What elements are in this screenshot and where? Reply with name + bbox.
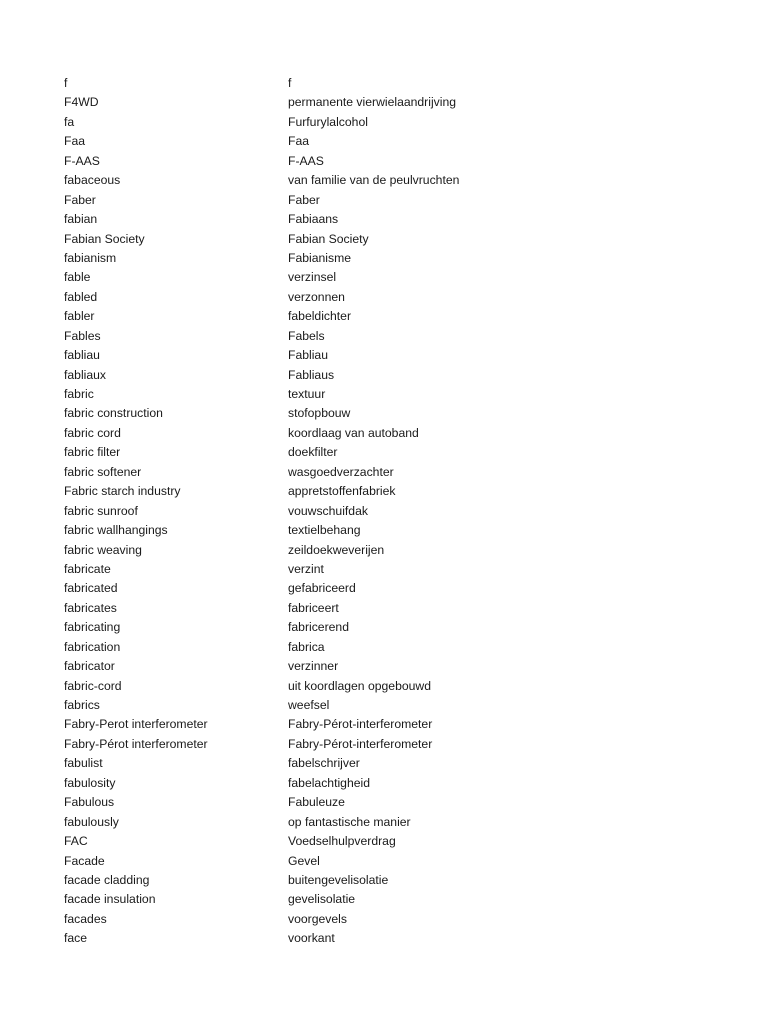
glossary-row: [64, 132, 724, 151]
glossary-row: [64, 482, 724, 501]
glossary-translation: textielbehang: [288, 523, 361, 538]
glossary-term: fable: [64, 270, 91, 285]
glossary-translation: Fabels: [288, 328, 325, 343]
glossary-translation: verzinsel: [288, 270, 337, 285]
glossary-translation: Furfurylalcohol: [288, 114, 368, 129]
glossary-translation: Fabliaus: [288, 367, 335, 382]
glossary-translation: Fabry-Pérot-interferometer: [288, 736, 433, 751]
glossary-term: fabric filter: [64, 445, 121, 460]
glossary-row: [64, 715, 724, 734]
glossary-term: fabricator: [64, 659, 115, 674]
glossary-row: [64, 171, 724, 190]
glossary-term: fabric softener: [64, 464, 142, 479]
glossary-translation: fabelschrijver: [288, 756, 360, 771]
glossary-translation: wasgoedverzachter: [288, 464, 394, 479]
glossary-row: [64, 871, 724, 890]
glossary-term: face: [64, 931, 88, 946]
glossary-term: fabaceous: [64, 173, 121, 188]
glossary-term: Faa: [64, 134, 86, 149]
glossary-row: [64, 754, 724, 773]
glossary-term: fa: [64, 114, 75, 129]
glossary-row: [64, 638, 724, 657]
glossary-term: facade cladding: [64, 872, 150, 887]
glossary-row: [64, 404, 724, 423]
glossary-row: [64, 560, 724, 579]
glossary-row: [64, 210, 724, 229]
glossary-translation: uit koordlagen opgebouwd: [288, 678, 431, 693]
glossary-translation: permanente vierwielaandrijving: [288, 95, 457, 110]
glossary-translation: zeildoekweverijen: [288, 542, 385, 557]
glossary-term: fabler: [64, 309, 95, 324]
glossary-translation: verzonnen: [288, 289, 345, 304]
glossary-term: Fabian Society: [64, 231, 145, 246]
glossary-term: fabricated: [64, 581, 118, 596]
glossary-term: fabulosity: [64, 775, 116, 790]
glossary-term: Facade: [64, 853, 105, 868]
glossary-term: facades: [64, 911, 107, 926]
glossary-translation: Faa: [288, 134, 310, 149]
glossary-translation: Faber: [288, 192, 320, 207]
glossary-translation: fabriceert: [288, 600, 339, 615]
glossary-term: F-AAS: [64, 153, 100, 168]
glossary-term: fabliaux: [64, 367, 107, 382]
glossary-translation: weefsel: [288, 698, 330, 712]
glossary-row: [64, 424, 724, 443]
glossary-translation: vouwschuifdak: [288, 503, 368, 518]
glossary-term: Fabry-Perot interferometer: [64, 717, 208, 732]
glossary-translation: textuur: [288, 387, 326, 401]
glossary-translation: van familie van de peulvruchten: [288, 173, 460, 188]
glossary-translation: stofopbouw: [288, 406, 351, 421]
glossary-translation: voorgevels: [288, 911, 347, 926]
glossary-translation: gefabriceerd: [288, 581, 356, 596]
glossary-term: fabian: [64, 212, 98, 227]
glossary-term: fabled: [64, 289, 98, 304]
glossary-term: FAC: [64, 834, 88, 849]
glossary-term: fabricates: [64, 600, 117, 615]
glossary-term: Faber: [64, 192, 96, 207]
glossary-row: [64, 735, 724, 754]
glossary-row: [64, 774, 724, 793]
glossary-translation: appretstoffenfabriek: [288, 484, 396, 499]
glossary-row: [64, 152, 724, 171]
glossary-row: [64, 929, 724, 948]
glossary-translation: Fabuleuze: [288, 795, 345, 810]
glossary-translation: koordlaag van autoband: [288, 425, 419, 440]
glossary-term: fabric cord: [64, 425, 121, 440]
glossary-row: [64, 327, 724, 346]
glossary-translation: Fabianisme: [288, 250, 351, 265]
glossary-row: [64, 113, 724, 132]
glossary-row: [64, 249, 724, 268]
glossary-term: fabrication: [64, 639, 121, 654]
glossary-row: [64, 230, 724, 249]
glossary-term: fabianism: [64, 250, 117, 265]
glossary-translation: Voedselhulpverdrag: [288, 834, 396, 849]
glossary-row: [64, 307, 724, 326]
glossary-row: [64, 677, 724, 696]
glossary-translation: verzinner: [288, 659, 339, 674]
glossary-row: [64, 852, 724, 871]
glossary-term: facade insulation: [64, 892, 156, 907]
glossary-row: [64, 618, 724, 637]
glossary-translation: Fabry-Pérot-interferometer: [288, 717, 433, 732]
glossary-term: fabric-cord: [64, 678, 122, 693]
glossary-term: fabric: [64, 387, 94, 401]
glossary-translation: op fantastische manier: [288, 814, 411, 829]
glossary-translation: verzint: [288, 561, 324, 576]
glossary-translation: Gevel: [288, 853, 320, 868]
glossary-row: [64, 366, 724, 385]
glossary-translation: fabelachtigheid: [288, 775, 370, 790]
glossary-row: [64, 696, 724, 715]
glossary-row: [64, 521, 724, 540]
glossary-row: [64, 288, 724, 307]
glossary-row: [64, 191, 724, 210]
glossary-term: fabliau: [64, 348, 100, 363]
glossary-translation: voorkant: [288, 931, 335, 946]
glossary-row: [64, 268, 724, 287]
glossary-term: f: [64, 76, 68, 90]
glossary-term: Fabulous: [64, 795, 115, 810]
glossary-term: fabric construction: [64, 406, 163, 421]
glossary-term: Fabric starch industry: [64, 484, 181, 499]
glossary-term: fabric wallhangings: [64, 523, 168, 538]
glossary-translation: buitengevelisolatie: [288, 872, 389, 887]
glossary-term: fabulist: [64, 756, 103, 771]
glossary-term: fabrics: [64, 698, 100, 712]
glossary-row: [64, 346, 724, 365]
glossary-translation: Fabian Society: [288, 231, 369, 246]
glossary-row: [64, 443, 724, 462]
glossary-row: [64, 793, 724, 812]
glossary-translation: Fabiaans: [288, 212, 339, 227]
glossary-term: fabricating: [64, 620, 121, 635]
glossary-row: [64, 93, 724, 112]
glossary-term: fabricate: [64, 561, 111, 576]
glossary-term: F4WD: [64, 95, 99, 110]
glossary-row: [64, 832, 724, 851]
glossary-row: [64, 910, 724, 929]
glossary-term: fabric sunroof: [64, 503, 138, 518]
glossary-term: fabric weaving: [64, 542, 142, 557]
glossary-translation: fabeldichter: [288, 309, 352, 324]
glossary-term: Fables: [64, 328, 101, 343]
glossary-translation: fabrica: [288, 639, 325, 654]
glossary-translation: f: [288, 76, 292, 90]
glossary-row: [64, 599, 724, 618]
glossary-row: [64, 541, 724, 560]
glossary-row: [64, 74, 724, 93]
glossary-row: [64, 502, 724, 521]
glossary-row: [64, 579, 724, 598]
glossary-term: Fabry-Pérot interferometer: [64, 736, 208, 751]
glossary-term: fabulously: [64, 814, 119, 829]
glossary-translation: F-AAS: [288, 153, 324, 168]
glossary-translation: Fabliau: [288, 348, 328, 363]
glossary-row: [64, 385, 724, 404]
glossary-row: [64, 463, 724, 482]
glossary-translation: fabricerend: [288, 620, 349, 635]
glossary-translation: doekfilter: [288, 445, 338, 460]
glossary-row: [64, 813, 724, 832]
glossary-list: [64, 74, 724, 949]
glossary-row: [64, 890, 724, 909]
glossary-translation: gevelisolatie: [288, 892, 356, 907]
glossary-row: [64, 657, 724, 676]
